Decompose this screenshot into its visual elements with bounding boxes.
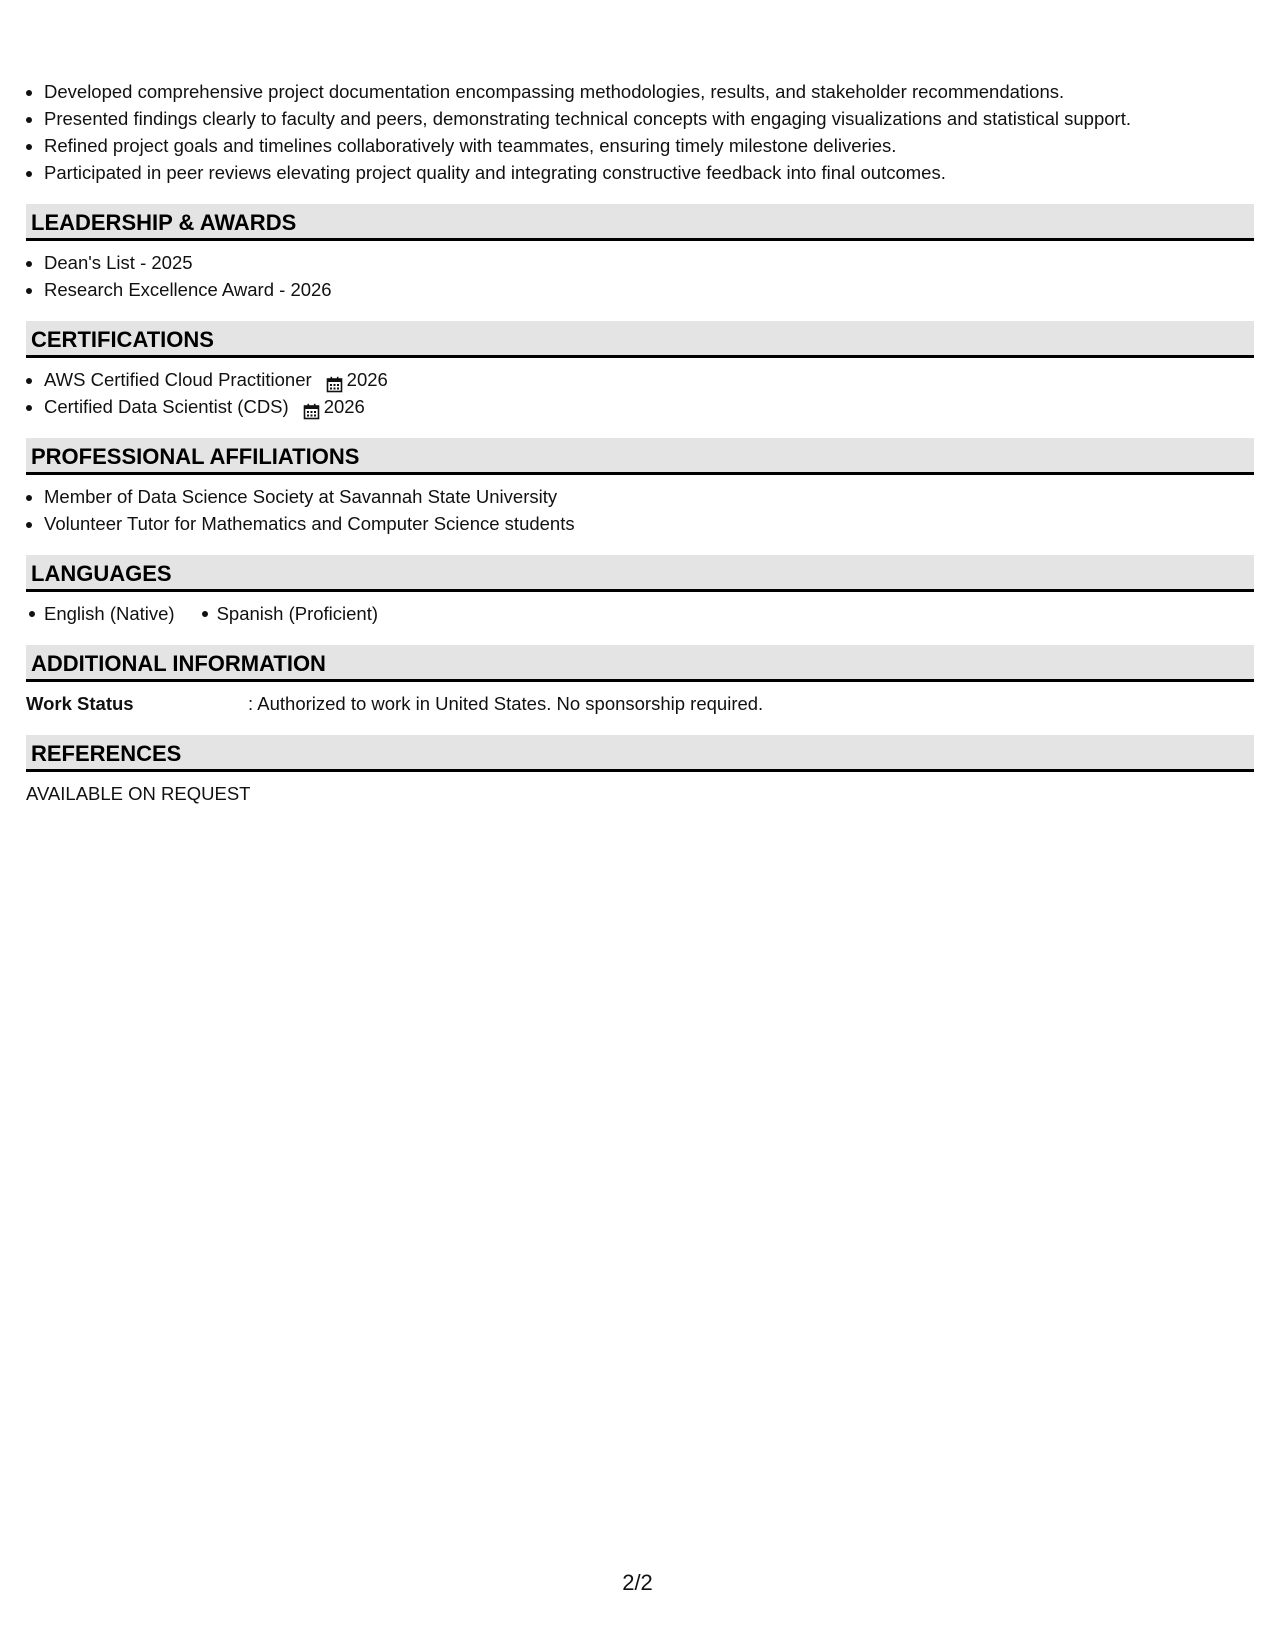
section-heading-leadership: LEADERSHIP & AWARDS — [26, 204, 1254, 241]
certifications-section — [26, 321, 1254, 420]
section-heading-languages: LANGUAGES — [26, 555, 1254, 592]
page-number: 2/2 — [622, 1570, 653, 1595]
leadership-section — [26, 204, 1254, 303]
affiliation-item: • Volunteer Tutor for Mathematics and Computer Science students — [44, 510, 1254, 537]
certifications-list — [26, 366, 1254, 420]
project-bullet: • Participated in peer reviews elevating project quality and integrating constructive feedback into final outcomes. — [44, 159, 1254, 186]
section-heading-references: REFERENCES — [26, 735, 1254, 772]
work-status-value: : Authorized to work in United States. No sponsorship required. — [248, 693, 764, 714]
calendar-icon — [303, 400, 320, 417]
project-bullet: • Presented findings clearly to faculty and peers, demonstrating technical concepts with engaging visualizations and statistical support. — [44, 105, 1254, 132]
project-bullet-list — [26, 78, 1254, 186]
references-section — [26, 735, 1254, 807]
leadership-item: • Dean's List - 2025 — [44, 249, 1254, 276]
resume-page-content — [26, 78, 1254, 807]
project-bullet: • Refined project goals and timelines collaboratively with teammates, ensuring timely milestone deliveries. — [44, 132, 1254, 159]
certification-year: 2026 — [323, 396, 365, 417]
references-text: AVAILABLE ON REQUEST — [26, 783, 251, 804]
leadership-list — [26, 249, 1254, 303]
affiliations-list — [26, 483, 1254, 537]
affiliation-item: • Member of Data Science Society at Savannah State University — [44, 483, 1254, 510]
additional-info-section — [26, 645, 1254, 717]
work-status-row — [26, 690, 1254, 717]
calendar-icon — [326, 373, 343, 390]
project-bullet: • Developed comprehensive project documentation encompassing methodologies, results, and stakeholder recommendations. — [44, 78, 1254, 105]
certification-item — [44, 366, 1254, 393]
certification-year: 2026 — [346, 369, 388, 390]
section-heading-additional-info: ADDITIONAL INFORMATION — [26, 645, 1254, 682]
certification-name: Certified Data Scientist (CDS) — [44, 396, 289, 417]
leadership-item: • Research Excellence Award - 2026 — [44, 276, 1254, 303]
certification-name: AWS Certified Cloud Practitioner — [44, 369, 312, 390]
language-item: Spanish (Proficient) — [199, 600, 378, 627]
certification-item — [44, 393, 1254, 420]
affiliations-section — [26, 438, 1254, 537]
section-heading-affiliations: PROFESSIONAL AFFILIATIONS — [26, 438, 1254, 475]
section-heading-certifications: CERTIFICATIONS — [26, 321, 1254, 358]
languages-list — [26, 600, 1254, 627]
languages-section — [26, 555, 1254, 627]
language-item: English (Native) — [26, 600, 175, 627]
work-status-label: Work Status — [26, 693, 134, 714]
